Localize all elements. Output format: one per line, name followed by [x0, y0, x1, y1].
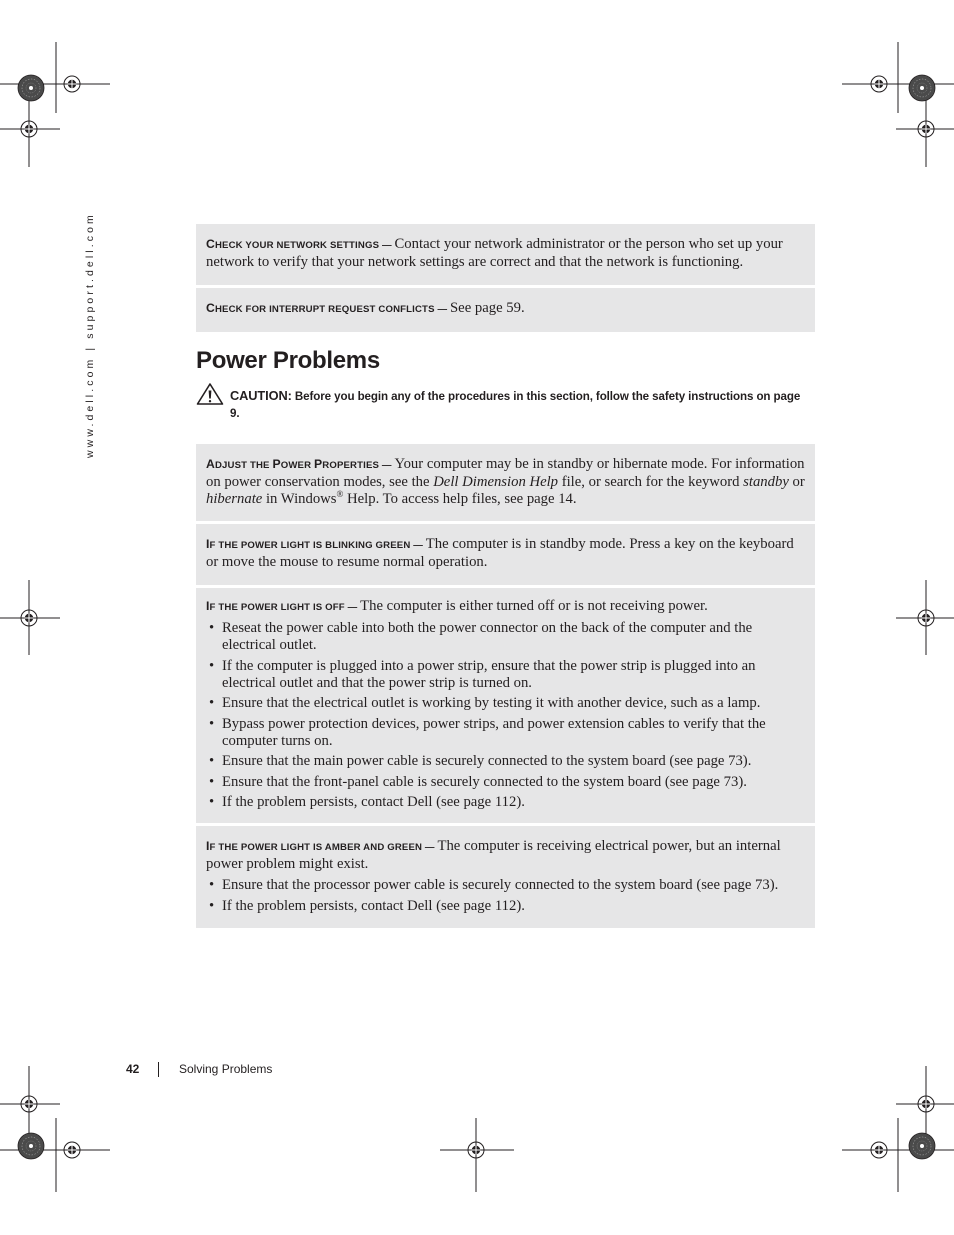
list-item: • Ensure that the electrical outlet is working by testing it with another device, such as a lamp. [206, 695, 805, 712]
box-title: CHECK FOR INTERRUPT REQUEST CONFLICTS — [206, 301, 450, 315]
page-number: 42 [126, 1062, 140, 1076]
caution-text: Before you begin any of the procedures in this section, follow the safety instructions on page 9. [230, 390, 801, 420]
list-item: • Ensure that the front-panel cable is securely connected to the system board (see page 73). [206, 774, 805, 791]
section-title: Power Problems [196, 347, 380, 374]
box-title: CHECK YOUR NETWORK SETTINGS — [206, 237, 395, 251]
list-item: • Ensure that the main power cable is securely connected to the system board (see page 73). [206, 753, 805, 770]
box-body: Contact your network administrator or the person who set up your network to verify that your network settings are correct and that the network is functioning. [206, 236, 783, 270]
footer-divider [158, 1062, 159, 1077]
blinking-green-box [196, 524, 815, 585]
list-item: • Ensure that the processor power cable is securely connected to the system board (see page 73). [206, 877, 805, 894]
box-body: The computer is receiving electrical power, but an internal power problem might exist. [206, 838, 781, 872]
adjust-power-properties-box [196, 444, 815, 521]
caution-label: CAUTION: [230, 388, 292, 403]
list-item: • Reseat the power cable into both the power connector on the back of the computer and the electrical outlet. [206, 620, 805, 654]
check-network-settings-box [196, 224, 815, 285]
side-url: www.dell.com | support.dell.com [84, 212, 96, 458]
box-title: IF THE POWER LIGHT IS BLINKING GREEN — [206, 537, 426, 551]
box-body: The computer is in standby mode. Press a key on the keyboard or move the mouse to resume normal operation. [206, 536, 794, 570]
bullet-list [206, 620, 805, 811]
box-title: IF THE POWER LIGHT IS OFF — [206, 599, 361, 613]
list-item: • Bypass power protection devices, power strips, and power extension cables to verify that the computer turns on. [206, 716, 805, 750]
list-item: • If the computer is plugged into a power strip, ensure that the power strip is plugged into an electrical outlet and that the power strip is turned on. [206, 658, 805, 692]
bullet-list [206, 877, 805, 915]
warning-triangle-icon [196, 382, 224, 406]
footer-section-title: Solving Problems [179, 1062, 273, 1076]
box-title: ADJUST THE POWER PROPERTIES — [206, 457, 395, 471]
box-body: See page 59. [450, 300, 525, 316]
box-body: The computer is either turned off or is not receiving power. [360, 598, 708, 614]
amber-and-green-box [196, 826, 815, 928]
box-body: Your computer may be in standby or hibernate mode. For information on power conservation modes, see the Dell Dimension Help file, or search for the keyword standby or hibernate in Windows® Help. To access help files, see page 14. [206, 456, 805, 507]
power-light-off-box [196, 588, 815, 823]
check-irq-conflicts-box [196, 288, 815, 332]
list-item: • If the problem persists, contact Dell (see page 112). [206, 898, 805, 915]
list-item: • If the problem persists, contact Dell (see page 112). [206, 794, 805, 811]
box-title: IF THE POWER LIGHT IS AMBER AND GREEN — [206, 839, 438, 853]
